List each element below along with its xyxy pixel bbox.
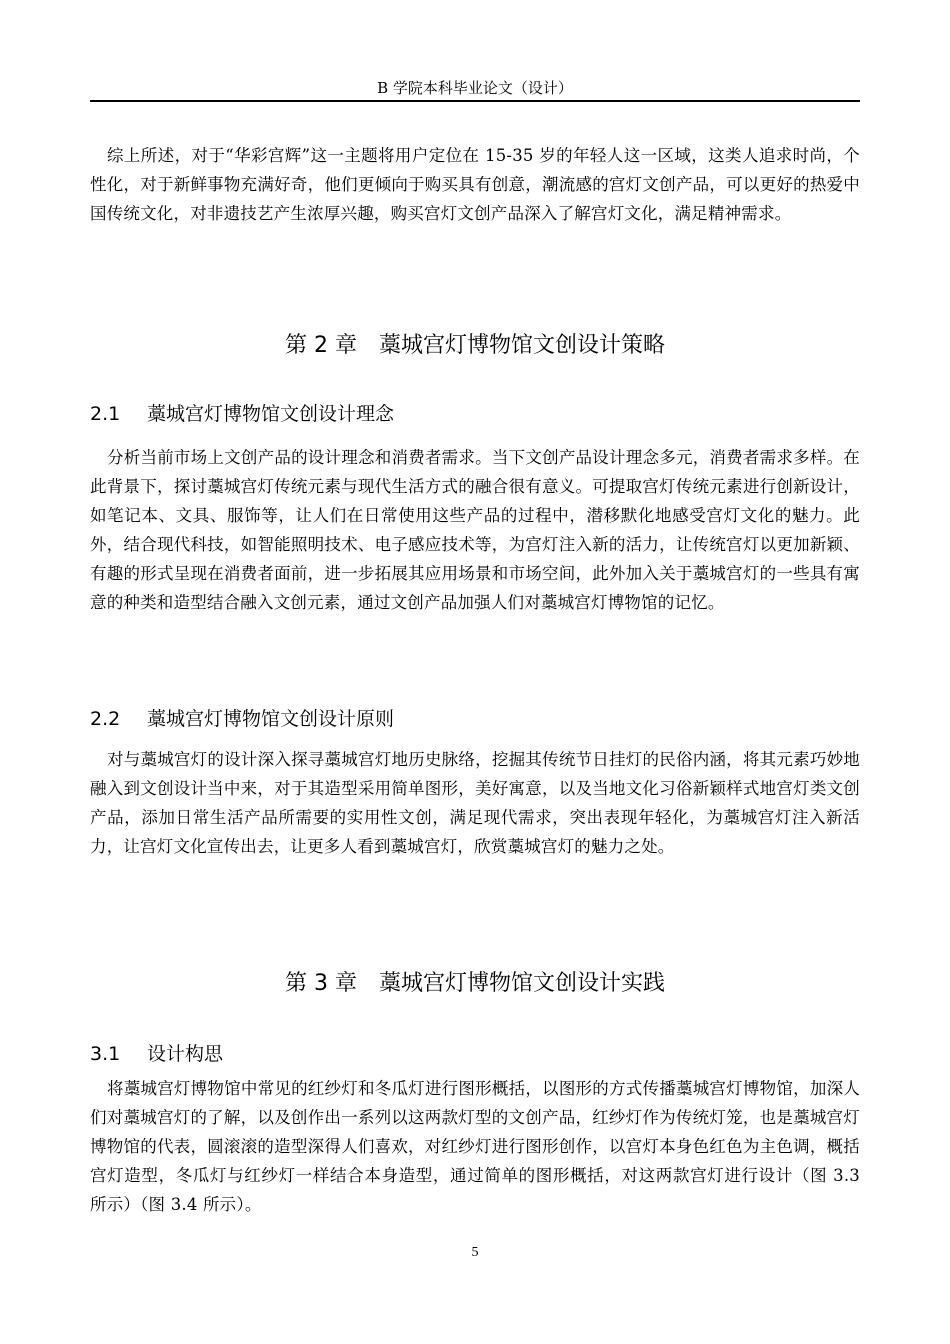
section-2-2-body: 对与藁城宫灯的设计深入探寻藁城宫灯地历史脉络，挖掘其传统节日挂灯的民俗内涵，将其元素巧妙地融入到文创设计当中来，对于其造型采用简单图形，美好寓意，以及当地文化习俗新颖样式地宫灯类文创产品，添加日常生活产品所需要的实用性文创，满足现代需求，突出表现年轻化，为藁城宫灯注入新活力，让宫灯文化宣传出去，让更多人看到藁城宫灯，欣赏藁城宫灯的魅力之处。 [90,750,860,856]
header-divider [90,100,860,102]
section-2-1-number: 2.1 [90,403,121,425]
section-3-1-number: 3.1 [90,1043,121,1065]
chapter-2-title: 藁城宫灯博物馆文创设计策略 [378,333,665,358]
chapter-2-heading [90,331,860,361]
section-2-2-heading [90,705,860,733]
chapter-3-heading [90,969,860,999]
chapter-3-number: 第 3 章 [285,971,357,996]
page-number: 5 [471,1245,479,1260]
section-2-1-body: 分析当前市场上文创产品的设计理念和消费者需求。当下文创产品设计理念多元，消费者需求多样。在此背景下，探讨藁城宫灯传统元素与现代生活方式的融合很有意义。可提取宫灯传统元素进行创新设计，如笔记本、文具、服饰等，让人们在日常使用这些产品的过程中，潜移默化地感受宫灯文化的魅力。此外，结合现代科技，如智能照明技术、电子感应技术等，为宫灯注入新的活力，让传统宫灯以更加新颖、有趣的形式呈现在消费者面前，进一步拓展其应用场景和市场空间，此外加入关于藁城宫灯的一些具有寓意的种类和造型结合融入文创元素，通过文创产品加强人们对藁城宫灯博物馆的记忆。 [90,448,860,612]
page-header: B 学院本科毕业论文（设计） [377,79,573,97]
section-2-2-title: 藁城宫灯博物馆文创设计原则 [147,708,395,730]
section-2-2-number: 2.2 [90,708,121,730]
section-3-1-body: 将藁城宫灯博物馆中常见的红纱灯和冬瓜灯进行图形概括，以图形的方式传播藁城宫灯博物馆，加深人们对藁城宫灯的了解，以及创作出一系列以这两款灯型的文创产品，红纱灯作为传统灯笼，也是藁城宫灯博物馆的代表，圆滚滚的造型深得人们喜欢，对红纱灯进行图形创作，以宫灯本身色红色为主色调，概括宫灯造型，冬瓜灯与红纱灯一样结合本身造型，通过简单的图形概括，对这两款宫灯进行设计（图 3.3 所示）（图 3.4 所示）。 [90,1079,860,1214]
chapter-3-title: 藁城宫灯博物馆文创设计实践 [378,971,665,996]
section-2-1-title: 藁城宫灯博物馆文创设计理念 [147,403,395,425]
chapter-2-number: 第 2 章 [285,333,357,358]
intro-paragraph: 综上所述，对于“华彩宫辉”这一主题将用户定位在 15-35 岁的年轻人这一区域，这类人追求时尚，个性化，对于新鲜事物充满好奇，他们更倾向于购买具有创意，潮流感的宫灯文创产品，可以更好的热爱中国传统文化，对非遗技艺产生浓厚兴趣，购买宫灯文创产品深入了解宫灯文化，满足精神需求。 [90,146,860,223]
section-3-1-title: 设计构思 [147,1043,224,1065]
section-2-1-heading [90,400,860,428]
section-3-1-heading [90,1040,860,1068]
